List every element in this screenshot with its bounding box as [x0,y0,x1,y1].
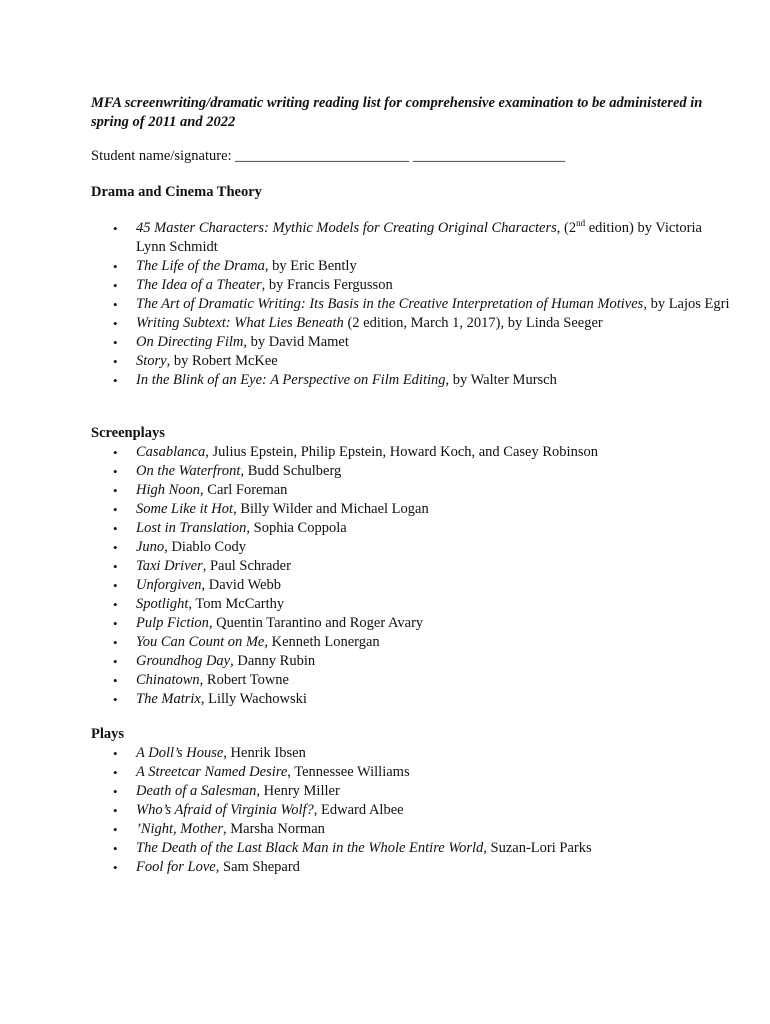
list-item [91,333,731,352]
work-title: Casablanca [136,444,206,460]
work-credit: , Lilly Wachowski [200,691,307,707]
bullet-icon: • [113,673,118,688]
list-item [91,801,731,820]
work-credit: , by Robert McKee [166,353,278,369]
list-item [91,257,731,276]
section-heading: Screenplays [91,425,165,441]
work-title: Who’s Afraid of Virginia Wolf? [136,802,314,818]
section-heading: Plays [91,726,125,742]
reading-list [91,219,731,390]
work-credit: , Sam Shepard [215,859,300,875]
work-credit: , (2 [556,220,577,236]
bullet-icon: • [113,578,118,593]
reading-list [91,443,731,709]
work-credit: , Paul Schrader [202,558,291,574]
list-item [91,481,731,500]
work-title: On the Waterfront [136,463,241,479]
bullet-icon: • [113,841,118,856]
list-item [91,614,731,633]
work-credit: , Danny Rubin [230,653,316,669]
bullet-icon: • [113,521,118,536]
student-blanks: ________________________ _____________________ [235,148,566,164]
work-credit: , Billy Wilder and Michael Logan [233,501,429,517]
reading-list [91,744,731,877]
list-item [91,839,731,858]
bullet-icon: • [113,559,118,574]
edition-superscript: nd [576,218,586,229]
list-item [91,671,731,690]
bullet-icon: • [113,335,118,350]
bullet-icon: • [113,635,118,650]
work-credit: Tom McCarthy [192,596,285,612]
list-item [91,633,731,652]
bullet-icon: • [113,654,118,669]
list-item [91,557,731,576]
work-title: The Matrix [136,691,201,707]
list-item [91,595,731,614]
bullet-icon: • [113,259,118,274]
plays-section [91,725,731,877]
list-item [91,538,731,557]
bullet-icon: • [113,354,118,369]
bullet-icon: • [113,445,118,460]
bullet-icon: • [113,502,118,517]
work-credit: , Julius Epstein, Philip Epstein, Howard Koch, and Casey Robinson [205,444,598,460]
work-title: Lost in Translation [136,520,247,536]
list-item [91,352,731,371]
work-title: Spotlight, [136,596,192,612]
work-credit: , Robert Towne [199,672,289,688]
bullet-icon: • [113,316,118,331]
work-title: In the Blink of an Eye: A Perspective on Film Editing [136,372,446,388]
list-item [91,652,731,671]
work-credit: , Henry Miller [256,783,340,799]
list-item [91,462,731,481]
list-item [91,690,731,709]
bullet-icon: • [113,692,118,707]
work-credit: , Carl Foreman [200,482,288,498]
list-item [91,782,731,801]
work-credit: , Henrik Ibsen [223,745,306,761]
screenplays-section [91,424,731,709]
bullet-icon: • [113,746,118,761]
work-title: Story [136,353,167,369]
student-signature-line [91,147,565,166]
bullet-icon: • [113,765,118,780]
work-title: Groundhog Day [136,653,231,669]
bullet-icon: • [113,803,118,818]
list-item [91,858,731,877]
work-title: Fool for Love [136,859,216,875]
bullet-icon: • [113,483,118,498]
work-credit: Diablo Cody [167,539,246,555]
list-item [91,576,731,595]
work-credit: , Edward Albee [313,802,404,818]
bullet-icon: • [113,784,118,799]
list-item [91,763,731,782]
work-credit: , David Webb [201,577,282,593]
work-title: A Doll’s House [136,745,224,761]
work-title: You Can Count on Me, [136,634,268,650]
work-title: Death of a Salesman [136,783,257,799]
work-title: Taxi Driver [136,558,203,574]
list-item [91,820,731,839]
work-title: On Directing Film [136,334,244,350]
work-credit: , Quentin Tarantino and Roger Avary [208,615,424,631]
bullet-icon: • [113,221,118,236]
list-item [91,519,731,538]
list-item [91,295,731,314]
bullet-icon: • [113,373,118,388]
work-title: Pulp Fiction [136,615,209,631]
work-title: Some Like it Hot [136,501,234,517]
list-item [91,219,731,257]
bullet-icon: • [113,540,118,555]
work-title: High Noon [136,482,201,498]
bullet-icon: • [113,278,118,293]
bullet-icon: • [113,464,118,479]
drama-cinema-theory-section [91,183,731,390]
work-title: 45 Master Characters: Mythic Models for Creating Original Characters [136,220,557,236]
list-item [91,276,731,295]
work-credit: , by Walter Mursch [445,372,557,388]
list-item [91,371,731,390]
work-title: The Art of Dramatic Writing: Its Basis in the Creative Interpretation of Human Motives [136,296,644,312]
bullet-icon: • [113,822,118,837]
work-credit: (2 edition, March 1, 2017), by Linda Seeger [343,315,603,331]
work-credit: , by David Mamet [243,334,349,350]
list-item [91,744,731,763]
work-title: Writing Subtext: What Lies Beneath [136,315,344,331]
work-credit-continued: edition) by Victoria Lynn Schmidt [136,220,702,255]
list-item [91,500,731,519]
work-credit: , Suzan-Lori Parks [483,840,592,856]
work-credit: , Budd Schulberg [240,463,342,479]
work-title: The Idea of a Theater [136,277,262,293]
work-credit: , by Lajos Egri [643,296,730,312]
work-credit: Kenneth Lonergan [268,634,380,650]
work-credit: , by Francis Fergusson [261,277,393,293]
work-title: ’Night, Mother [136,821,223,837]
bullet-icon: • [113,860,118,875]
work-credit: , Marsha Norman [223,821,325,837]
document-title: MFA screenwriting/dramatic writing reading list for comprehensive examination to be administered in spring of 2011 and 2022 [91,95,703,130]
bullet-icon: • [113,297,118,312]
student-label: Student name/signature: [91,148,232,164]
work-credit: , Tennessee Williams [287,764,410,780]
list-item [91,443,731,462]
work-title: The Death of the Last Black Man in the Whole Entire World [136,840,484,856]
work-title: Unforgiven [136,577,202,593]
list-item [91,314,731,333]
work-title: The Life of the Drama [136,258,265,274]
work-title: Chinatown [136,672,200,688]
work-credit: , by Eric Bently [264,258,357,274]
work-title: Juno, [136,539,168,555]
work-title: A Streetcar Named Desire [136,764,288,780]
bullet-icon: • [113,616,118,631]
work-credit: , Sophia Coppola [246,520,347,536]
bullet-icon: • [113,597,118,612]
section-heading: Drama and Cinema Theory [91,184,262,200]
